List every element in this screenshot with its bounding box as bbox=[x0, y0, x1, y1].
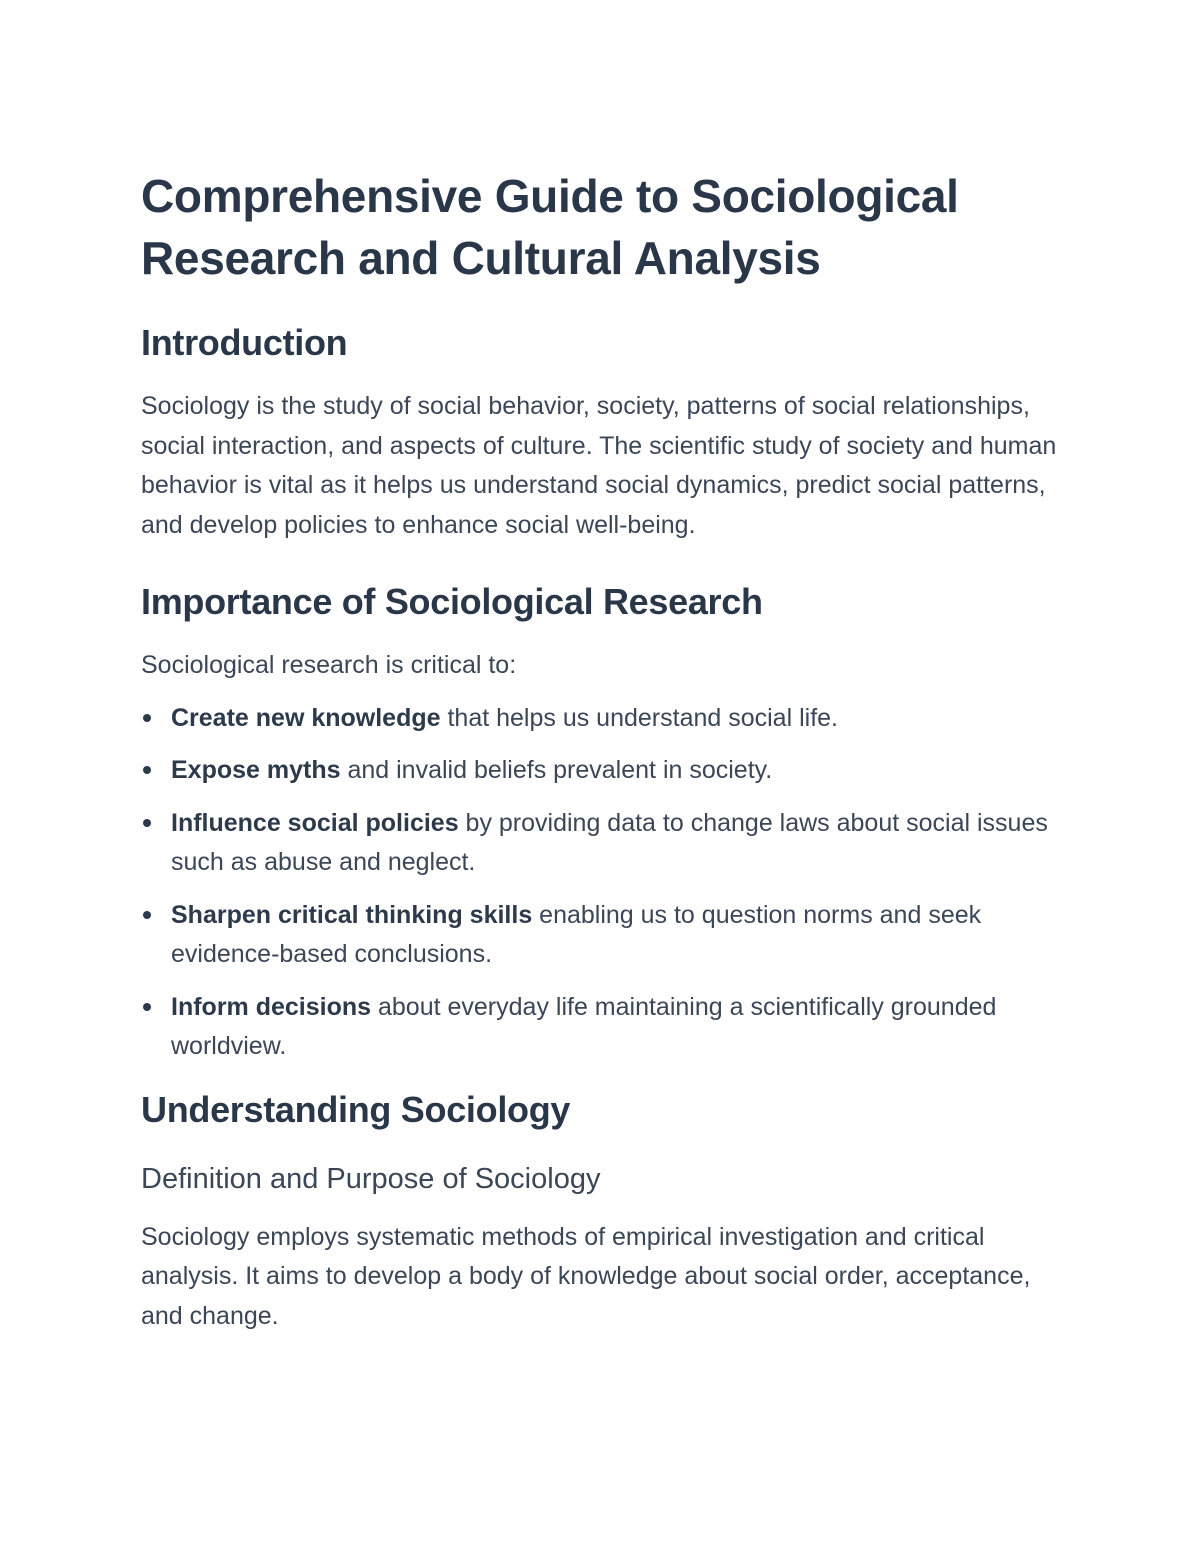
list-item-text: enabling us to question norms and seek evidence-based conclusions. bbox=[171, 900, 982, 968]
importance-heading: Importance of Sociological Research bbox=[141, 581, 763, 622]
list-item-bold: Influence social policies bbox=[171, 808, 459, 837]
bullet-icon bbox=[143, 819, 151, 827]
list-item-bold: Create new knowledge bbox=[171, 703, 441, 732]
document-title: Comprehensive Guide to Sociological Research and Cultural Analysis bbox=[141, 170, 959, 284]
bullet-icon bbox=[143, 766, 151, 774]
list-item bbox=[141, 988, 1071, 1067]
list-item-bold: Sharpen critical thinking skills bbox=[171, 900, 533, 929]
importance-list bbox=[141, 699, 1071, 1067]
list-item-bold: Inform decisions bbox=[171, 992, 372, 1021]
bullet-icon bbox=[143, 911, 151, 919]
bullet-icon bbox=[143, 1003, 151, 1011]
importance-intro: Sociological research is critical to: bbox=[141, 651, 517, 679]
list-item bbox=[141, 751, 1071, 791]
list-item-text: that helps us understand social life. bbox=[440, 703, 838, 732]
list-item-text: and invalid beliefs prevalent in society. bbox=[340, 756, 773, 784]
list-item-text: about everyday life maintaining a scientifically grounded worldview. bbox=[171, 992, 997, 1060]
list-item bbox=[141, 896, 1071, 975]
list-item-bold: Expose myths bbox=[171, 756, 341, 784]
list-item bbox=[141, 699, 1071, 739]
list-item-text: by providing data to change laws about social issues such as abuse and neglect. bbox=[171, 808, 1048, 876]
understanding-heading: Understanding Sociology bbox=[141, 1088, 571, 1130]
introduction-paragraph: Sociology is the study of social behavior, society, patterns of social relationships, social interaction, and aspects of culture. The scientific study of society and human behavior is vital as it helps us understand social dynamics, predict social patterns, and develop policies to enhance social well-being. bbox=[141, 392, 1057, 539]
list-item bbox=[141, 804, 1071, 883]
definition-subheading: Definition and Purpose of Sociology bbox=[141, 1162, 601, 1195]
definition-paragraph: Sociology employs systematic methods of empirical investigation and critical analysis. It aims to develop a body of knowledge about social order, acceptance, and change. bbox=[141, 1222, 1031, 1330]
bullet-icon bbox=[143, 714, 151, 722]
introduction-heading: Introduction bbox=[141, 322, 348, 363]
document-page bbox=[141, 165, 1071, 1336]
